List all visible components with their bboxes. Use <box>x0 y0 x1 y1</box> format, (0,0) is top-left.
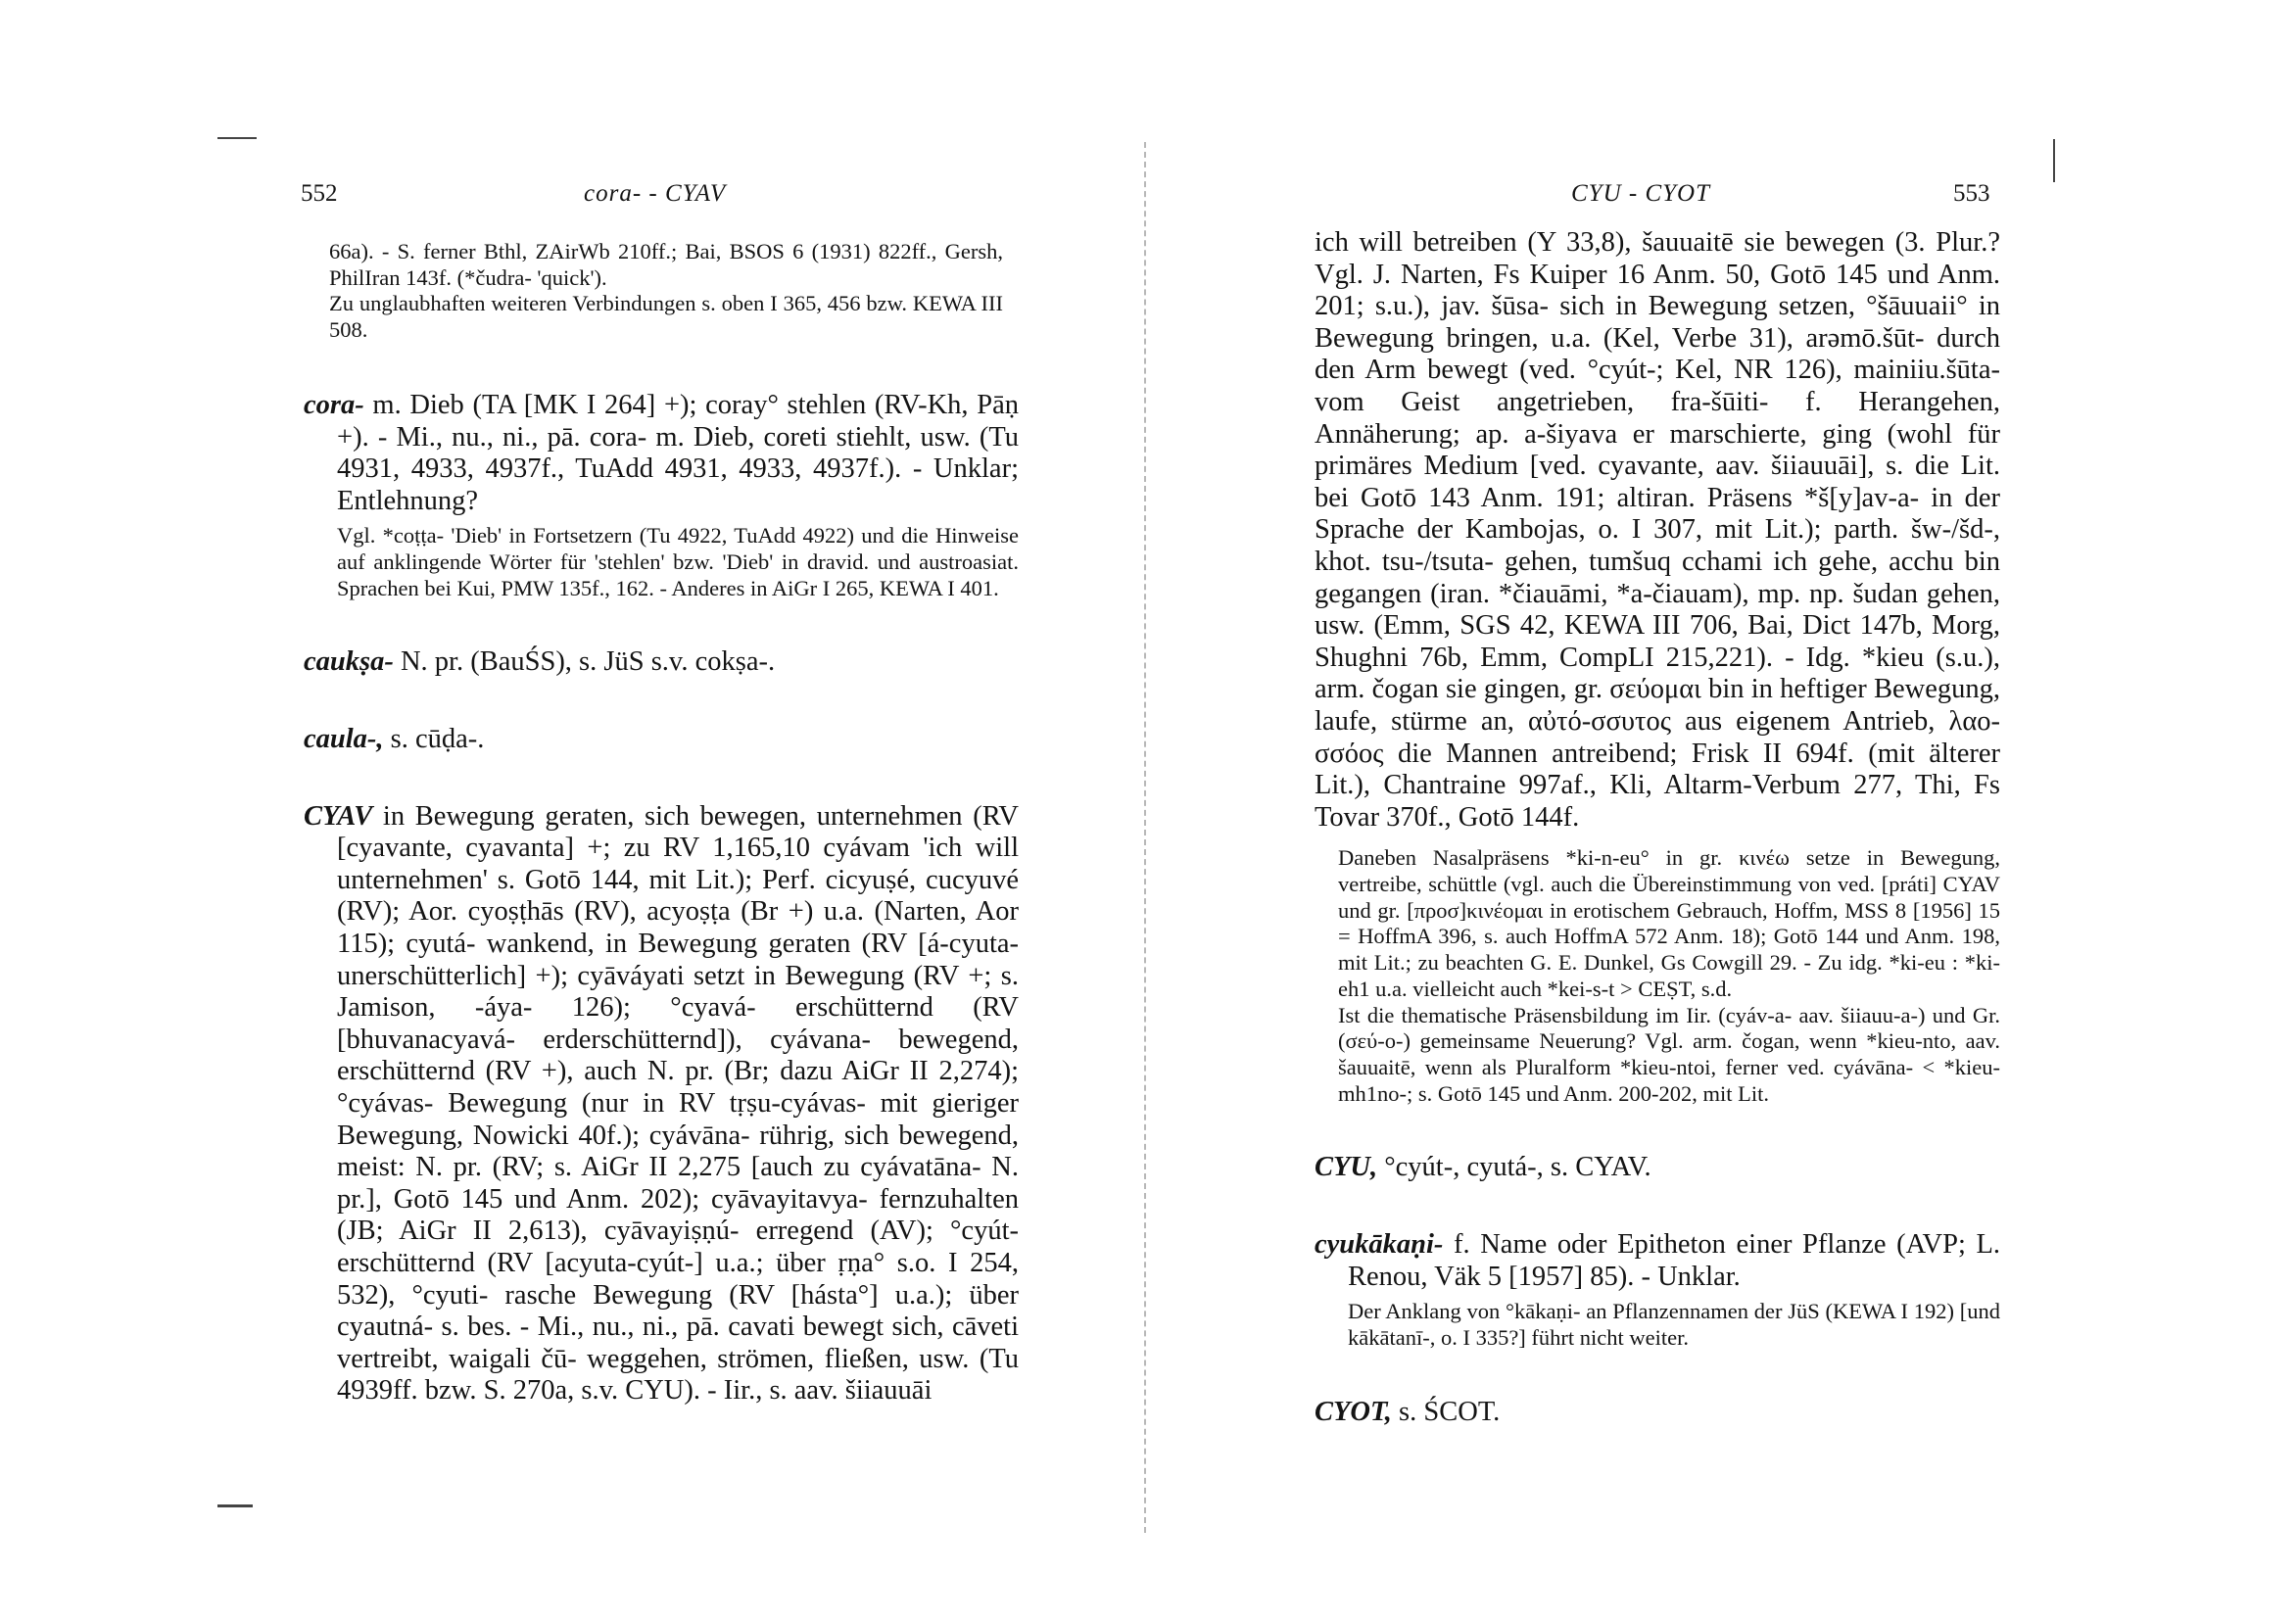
dictionary-entry <box>1315 1229 2000 1293</box>
entry-text: f. Name oder Epitheton einer Pflanze (AVP; L. Renou, Väk 5 [1957] 85). - Unklar. <box>1348 1228 2000 1292</box>
running-title: CYU - CYOT <box>1571 180 1710 207</box>
entry-text: s. ŚCOT. <box>1399 1396 1501 1427</box>
entry-text: °cyút-, cyutá-, s. CYAV. <box>1384 1152 1651 1183</box>
entry-text: m. Dieb (TA [MK I 264] +); coray° stehlen (RV-Kh, Pāṇ +). - Mi., nu., ni., pā. cora- m. Dieb, coreti stiehlt, usw. (Tu 4931, 4933, 4937f., TuAdd 4931, 4933, 4937f.). - Unklar; Entlehnung? <box>337 390 1019 516</box>
note-paragraph: 66a). - S. ferner Bthl, ZAirWb 210ff.; Bai, BSOS 6 (1931) 822ff., Gersh, PhilIran 143f. (*čudra- 'quick'). <box>329 239 1003 290</box>
dictionary-entry <box>1315 1397 2000 1429</box>
note-paragraph: Daneben Nasalpräsens *ki-n-eu° in gr. κινέω setze in Bewegung, vertreibe, schüttle (vgl. auch die Übereinstimmung von ved. [práti] CYAV und gr. [προσ]κινέομαι in erotischem Gebrauch, Hoffm, MSS 8 [1956] 15 = HoffmA 396, s. auch HoffmA 572 Anm. 18); Gotō 144 und Anm. 198, mit Lit.; zu beachten G. E. Dunkel, Gs Cowgill 29. - Zu idg. *ki-eu : *ki-eh1 u.a. vielleicht auch *kei-s-t > CEṢT, s.d. <box>1338 845 2000 1001</box>
headword: CYU, <box>1315 1152 1378 1183</box>
dictionary-entry <box>304 646 1019 679</box>
entry-note: Vgl. *coṭṭa- 'Dieb' in Fortsetzern (Tu 4922, TuAdd 4922) und die Hinweise auf anklingende Wörter für 'stehlen' bzw. 'Dieb' in dravid. und austroasiat. Sprachen bei Kui, PMW 135f., 162. - Anderes in AiGr I 265, KEWA I 401. <box>337 523 1019 600</box>
entry-text: s. cūḍa-. <box>390 724 485 755</box>
dictionary-entry <box>304 801 1019 1407</box>
entry-text: in Bewegung geraten, sich bewegen, unternehmen (RV [cyavante, cyavanta] +; zu RV 1,165,10 cyávam 'ich will unternehmen' s. Gotō 144, mit Lit.); Perf. cicyuṣé, cucyuvé (RV); Aor. cyoṣṭhās (RV), acyoṣṭa (Br +) u.a. (Narten, Aor 115); cyutá- wankend, in Bewegung geraten (RV [á-cyuta- unerschütterlich] +); cyāváyati setzt in Bewegung (RV +; s. Jamison, -áya- 126); °cyavá- erschütternd (RV [bhuvanacyavá- erderschütternd]), cyávana- bewegend, erschütternd (RV +), auch N. pr. (Br; dazu AiGr II 2,274); °cyávas- Bewegung (nur in RV tṛṣu-cyávas- mit gieriger Bewegung, Nowicki 40f.); cyávāna- rührig, sich bewegend, meist: N. pr. (RV; s. AiGr II 2,275 [auch zu cyávatāna- N. pr.], Gotō 145 und Anm. 202); cyāvayitavya- fernzuhalten (JB; AiGr II 2,613), cyāvayiṣṇú- erregend (AV); °cyút- erschütternd (RV [acyuta-cyút-] u.a.; über ṛṇa° s.o. I 254, 532), °cyuti- rasche Bewegung (RV [hásta°] u.a.); über cyautná- s. bes. - Mi., nu., ni., pā. cavati bewegt sich, cāveti vertreibt, waigali čū- weggehen, strömen, fließen, usw. (Tu 4939ff. bzw. S. 270a, s.v. CYU). - Iir., s. aav. šiiauuāi <box>337 800 1020 1407</box>
dictionary-entry <box>304 390 1019 517</box>
continuation-text: ich will betreiben (Y 33,8), šauuaitē sie bewegen (3. Plur.? Vgl. J. Narten, Fs Kuiper 16 Anm. 50, Gotō 145 und Anm. 201; s.u.), jav. šūsa- sich in Bewegung setzen, °šāuuaii° in Bewegung bringen, u.a. (Kel, Verbe 31), arəmō.šūt- durch den Arm bewegt (ved. °cyút-; Kel, NR 126), mainiiu.šūta- vom Geist angetrieben, fra-šūiti- f. Herangehen, Annäherung; ap. a-šiyava er marschierte, ging (wohl für primäres Medium [ved. cyavante, aav. šiiauuāi], s. die Lit. bei Gotō 143 Anm. 191; altiran. Präsens *š[y]av-a- in der Sprache der Kambojas, o. I 307, mit Lit.); parth. šw-/šd-, khot. tsu-/tsuta- gehen, tumšuq cchami ich gehe, acchu bin gegangen (iran. *čiauāmi, *a-čiauam), mp. np. šudan gehen, usw. (Emm, SGS 42, KEWA III 706, Bai, Dict 147b, Morg, Shughni 76b, Emm, CompLI 215,221). - Idg. *kieu (s.u.), arm. čogan sie gingen, gr. σεύομαι bin in heftiger Bewegung, laufe, stürme an, αὐτό-σσυτος aus eigenem Antrieb, λαο-σσόος die Mannen antreibend; Frisk II 694f. (mit älterer Lit.), Chantraine 997af., Kli, Altarm-Verbum 277, Thi, Fs Tovar 370f., Gotō 144f. <box>1315 227 2000 833</box>
dictionary-entry <box>304 724 1019 756</box>
headword: cora- <box>304 390 364 420</box>
entry-text: N. pr. (BauŚS), s. JüS s.v. cokṣa-. <box>400 646 776 678</box>
left-entries <box>304 390 1019 1407</box>
entry-note: Der Anklang von °kākaṇi- an Pflanzennamen der JüS (KEWA I 192) [und kākātanī-, o. I 335?] führt nicht weiter. <box>1348 1299 2000 1350</box>
right-content <box>1315 227 2000 1428</box>
running-title: cora- - CYAV <box>584 180 727 207</box>
headword: caula-, <box>304 724 384 755</box>
page-number: 552 <box>301 180 338 207</box>
headword: cyukākaṇi- <box>1315 1228 1444 1260</box>
headword: caukṣa- <box>304 646 394 678</box>
left-page <box>0 0 1146 1622</box>
dictionary-entry <box>1315 1152 2000 1184</box>
headword: CYOT, <box>1315 1396 1392 1427</box>
headword: CYAV <box>304 800 373 832</box>
page-number: 553 <box>1953 180 1990 207</box>
left-top-notes <box>329 239 1003 344</box>
note-paragraph: Zu unglaubhaften weiteren Verbindungen s. oben I 365, 456 bzw. KEWA III 508. <box>329 291 1003 343</box>
note-paragraph: Ist die thematische Präsensbildung im Iir. (cyáv-a- aav. šiiauu-a-) und Gr. (σεύ-ο-) gemeinsame Neuerung? Vgl. arm. čogan, wenn *kieu-nto, aav. šauuaitē, wenn als Pluralform *kieu-ntoi, ferner ved. cyávāna- < *kieu-mh1no-; s. Gotō 145 und Anm. 200-202, mit Lit. <box>1338 1002 2000 1106</box>
right-page <box>1146 0 2296 1622</box>
